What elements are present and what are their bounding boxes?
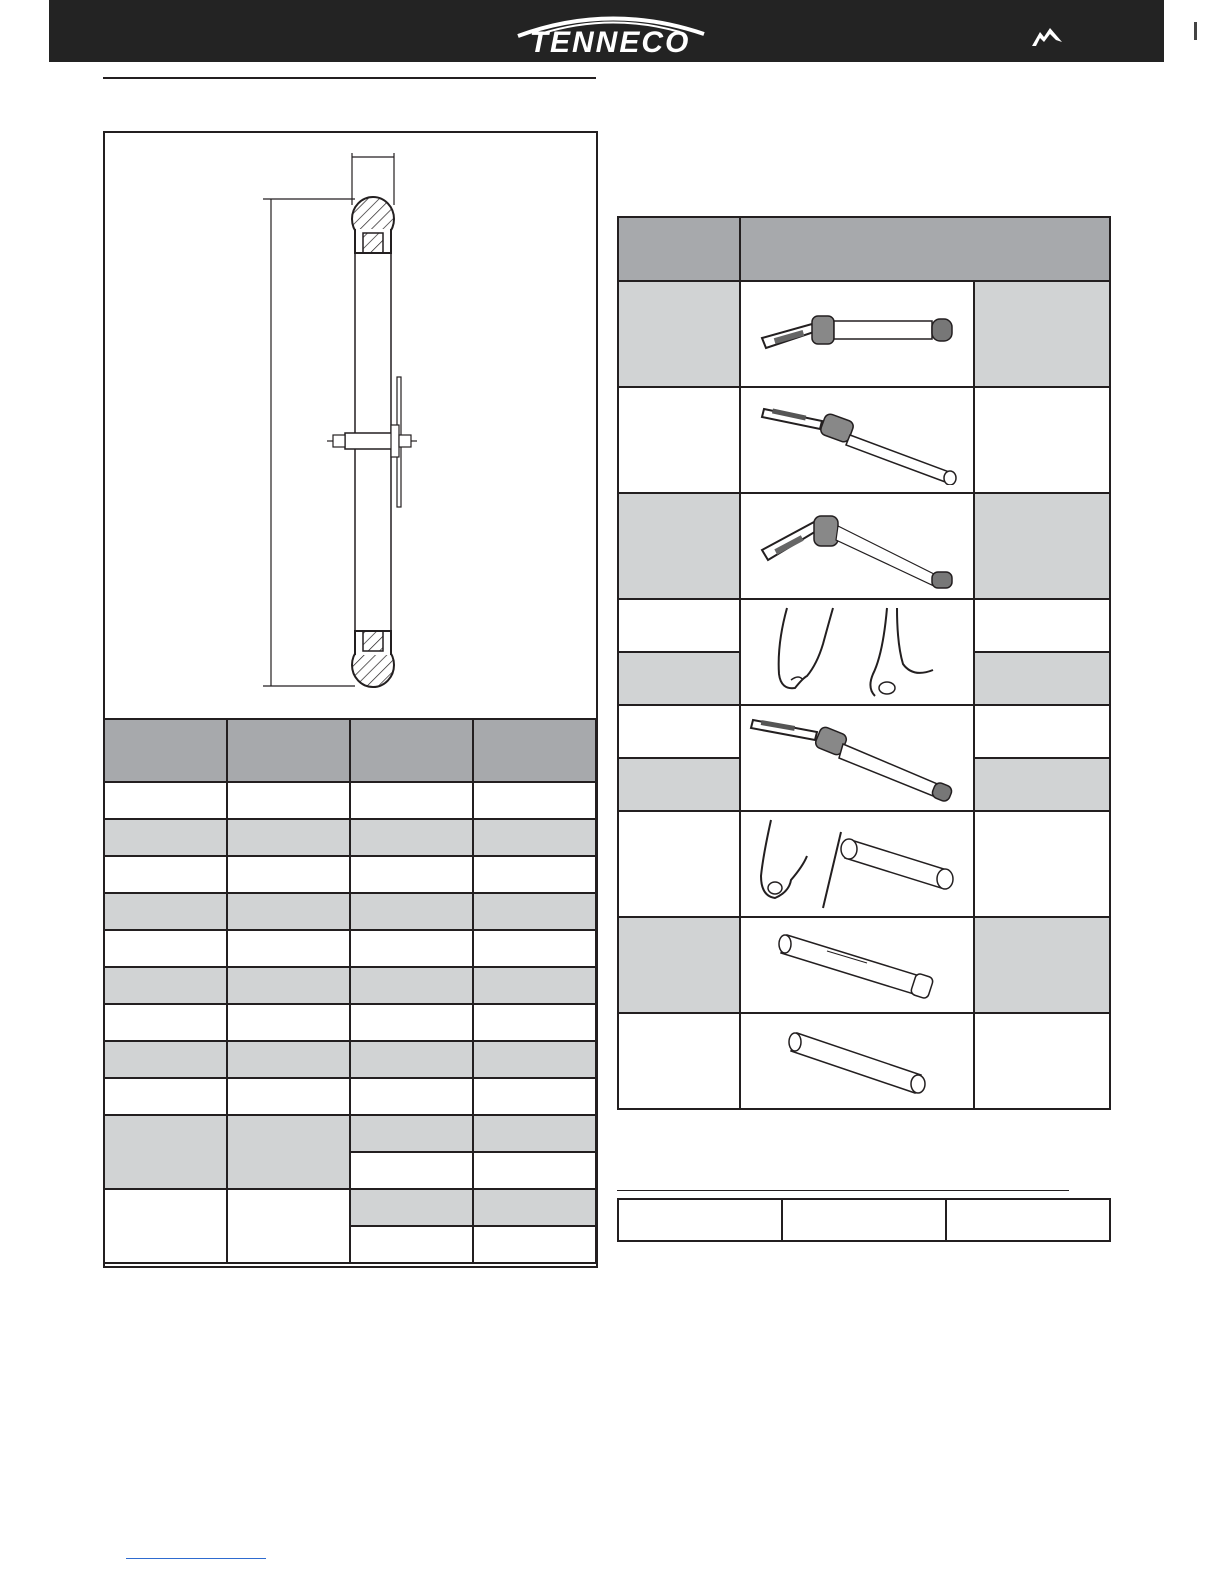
table-cell <box>350 893 473 930</box>
dropout-and-bolt-axle-icon <box>747 816 967 912</box>
table-cell <box>227 782 350 819</box>
table-cell <box>473 856 596 893</box>
table-cell <box>618 652 740 705</box>
table-cell <box>104 1078 227 1115</box>
table-cell <box>104 930 227 967</box>
table-cell <box>974 387 1110 493</box>
table-header-row <box>104 719 596 782</box>
bolt-on-thru-axle-icon <box>747 1017 967 1105</box>
table-cell <box>618 387 740 493</box>
page-edge-mark <box>1194 22 1197 40</box>
table-cell <box>974 758 1110 811</box>
table-cell <box>618 917 740 1013</box>
table-row <box>618 705 1110 758</box>
table-row <box>618 1199 1110 1241</box>
table-cell <box>473 1226 596 1263</box>
table-cell <box>227 856 350 893</box>
table-header-row <box>618 217 1110 281</box>
lever-thru-axle-long-icon <box>747 710 967 806</box>
table-cell <box>104 893 227 930</box>
wheel-cross-section-icon <box>105 133 596 719</box>
table-cell <box>350 1041 473 1078</box>
table-header-cell <box>473 719 596 782</box>
table-row <box>104 782 596 819</box>
table-cell <box>974 599 1110 652</box>
table-cell <box>618 705 740 758</box>
table-row <box>618 599 1110 652</box>
table-row <box>104 856 596 893</box>
table-cell <box>974 493 1110 599</box>
table-row <box>104 819 596 856</box>
table-cell <box>618 1013 740 1109</box>
table-cell <box>350 1078 473 1115</box>
table-cell <box>473 1041 596 1078</box>
table-cell <box>104 819 227 856</box>
table-cell <box>473 967 596 1004</box>
table-row <box>618 811 1110 917</box>
section-rule <box>103 77 596 79</box>
table-cell <box>104 1041 227 1078</box>
table-header-cell <box>350 719 473 782</box>
table-row <box>104 1189 596 1226</box>
table-header-cell <box>618 217 740 281</box>
table-cell <box>227 1041 350 1078</box>
table-cell <box>350 782 473 819</box>
table-cell <box>473 1004 596 1041</box>
table-row <box>104 893 596 930</box>
image-cell <box>740 1013 974 1109</box>
table-row <box>104 1041 596 1078</box>
spec-table <box>103 718 597 1264</box>
table-header-cell <box>740 217 1110 281</box>
image-cell <box>740 493 974 599</box>
table-cell <box>104 1115 227 1189</box>
table-cell <box>350 1004 473 1041</box>
quick-release-lever-axle-icon <box>752 294 962 374</box>
table-cell <box>473 930 596 967</box>
table-cell <box>350 930 473 967</box>
image-cell <box>740 599 974 705</box>
tenneco-logo <box>510 8 710 60</box>
table-cell <box>227 1189 350 1263</box>
table-cell <box>974 281 1110 387</box>
table-cell <box>350 1189 473 1226</box>
table-header-cell <box>104 719 227 782</box>
table-row <box>104 930 596 967</box>
table-cell <box>350 819 473 856</box>
table-cell <box>473 1115 596 1152</box>
table-cell <box>618 811 740 917</box>
tapered-thru-axle-icon <box>747 921 967 1009</box>
brand-name: TENNECO <box>529 26 691 59</box>
table-cell <box>473 1152 596 1189</box>
table-cell <box>104 967 227 1004</box>
table-row <box>618 387 1110 493</box>
table-cell <box>350 967 473 1004</box>
table-cell <box>350 1152 473 1189</box>
table-cell <box>104 856 227 893</box>
mountain-peak-icon <box>1030 26 1064 48</box>
table-cell <box>104 782 227 819</box>
table-cell <box>227 967 350 1004</box>
table-cell <box>227 893 350 930</box>
table-header-cell <box>227 719 350 782</box>
section-rule <box>617 1190 1069 1191</box>
image-cell <box>740 387 974 493</box>
table-row <box>104 967 596 1004</box>
table-cell <box>104 1004 227 1041</box>
table-cell <box>974 917 1110 1013</box>
table-cell <box>104 1189 227 1263</box>
table-row <box>618 493 1110 599</box>
table-cell <box>473 1078 596 1115</box>
table-cell <box>974 652 1110 705</box>
table-cell <box>618 758 740 811</box>
table-cell <box>618 281 740 387</box>
table-cell <box>350 1115 473 1152</box>
table-row <box>618 281 1110 387</box>
table-cell <box>618 493 740 599</box>
table-cell <box>473 1189 596 1226</box>
table-cell <box>227 1078 350 1115</box>
lever-thru-axle-icon <box>752 395 962 485</box>
table-cell <box>227 1115 350 1189</box>
fork-dropout-icon <box>747 604 967 700</box>
table-cell <box>473 782 596 819</box>
table-cell <box>618 599 740 652</box>
table-row <box>618 917 1110 1013</box>
table-row <box>104 1115 596 1152</box>
image-cell <box>740 917 974 1013</box>
table-cell <box>782 1199 946 1241</box>
table-cell <box>974 1013 1110 1109</box>
table-cell <box>350 1226 473 1263</box>
table-row <box>104 1078 596 1115</box>
footer-link-underline[interactable] <box>126 1558 266 1559</box>
table-cell <box>974 811 1110 917</box>
image-cell <box>740 281 974 387</box>
table-row <box>618 1013 1110 1109</box>
table-cell <box>227 1004 350 1041</box>
table-cell <box>473 819 596 856</box>
table-cell <box>473 893 596 930</box>
table-cell <box>974 705 1110 758</box>
table-row <box>104 1004 596 1041</box>
table-cell <box>227 930 350 967</box>
table-cell <box>946 1199 1110 1241</box>
table-cell <box>350 856 473 893</box>
axle-table <box>617 216 1111 1110</box>
table-cell <box>618 1199 782 1241</box>
image-cell <box>740 705 974 811</box>
table-cell <box>227 819 350 856</box>
summary-table <box>617 1198 1111 1242</box>
image-cell <box>740 811 974 917</box>
quick-release-skewer-icon <box>752 500 962 592</box>
